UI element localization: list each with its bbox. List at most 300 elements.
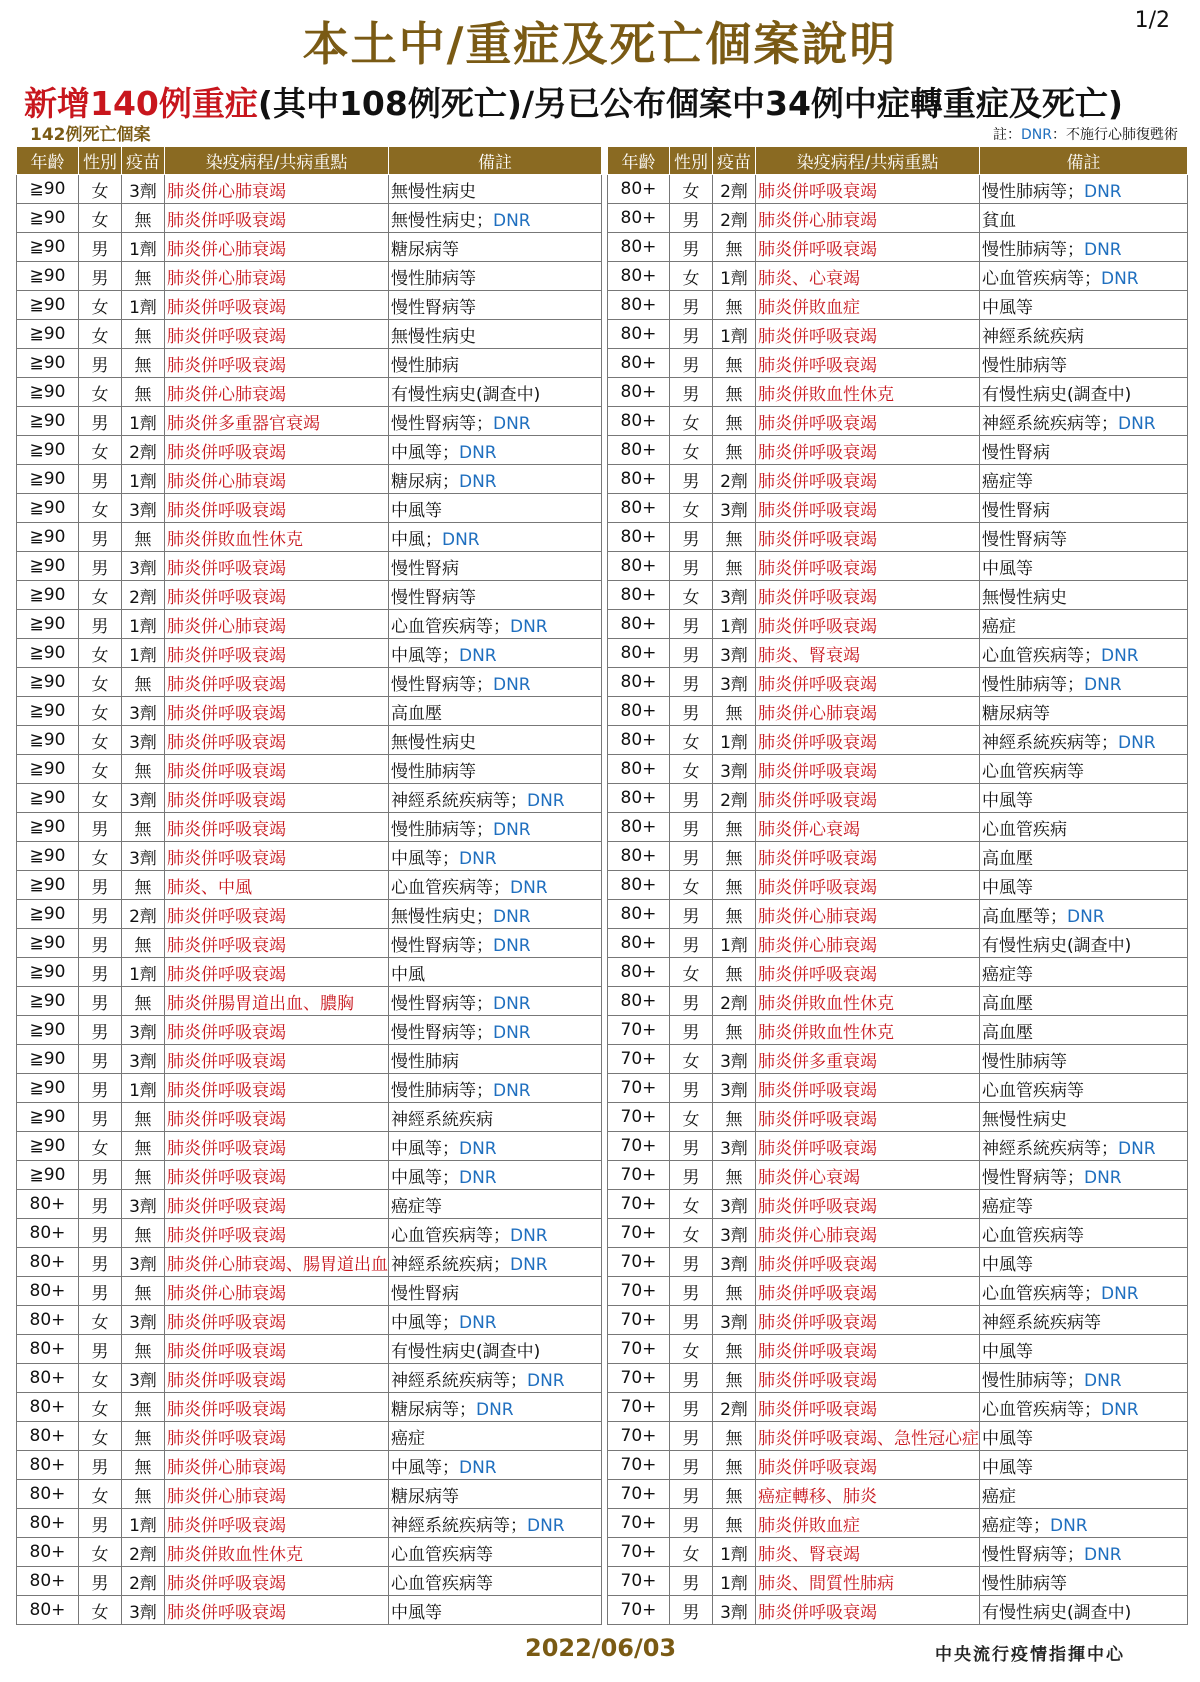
dnr-tag: DNR	[1084, 1370, 1122, 1391]
remarks-cell	[980, 1509, 1188, 1538]
remarks-cell	[980, 320, 1188, 349]
sex-cell: 女	[79, 291, 122, 320]
age-cell: ≧90	[17, 813, 79, 842]
course-cell: 肺炎、心衰竭	[756, 262, 980, 291]
remarks-text: 心血管疾病等；	[391, 616, 510, 637]
course-cell: 肺炎併敗血性休克	[756, 1016, 980, 1045]
table-row	[608, 1132, 1188, 1161]
table-row	[608, 900, 1188, 929]
remarks-text: 中風等；	[391, 1312, 459, 1333]
remarks-cell	[980, 958, 1188, 987]
remarks-text: 中風等	[982, 1254, 1033, 1275]
sex-cell: 男	[670, 1393, 713, 1422]
remarks-text: 心血管疾病等	[391, 1544, 493, 1565]
table-row	[608, 1045, 1188, 1074]
table-row	[608, 755, 1188, 784]
course-cell: 肺炎併心肺衰竭	[756, 900, 980, 929]
course-cell: 肺炎併呼吸衰竭	[165, 204, 389, 233]
sex-cell: 男	[79, 233, 122, 262]
vaccine-cell: 1劑	[122, 465, 165, 494]
sex-cell: 男	[670, 1074, 713, 1103]
course-cell: 肺炎、中風	[165, 871, 389, 900]
remarks-text: 神經系統疾病等；	[391, 1515, 527, 1536]
course-cell: 肺炎併敗血性休克	[756, 987, 980, 1016]
vaccine-cell: 無	[122, 349, 165, 378]
vaccine-cell: 無	[713, 1016, 756, 1045]
sex-cell: 女	[670, 1335, 713, 1364]
dnr-tag: DNR	[1084, 674, 1122, 695]
sex-cell: 女	[79, 436, 122, 465]
remarks-text: 神經系統疾病；	[391, 1254, 510, 1275]
dnr-tag: DNR	[527, 790, 565, 811]
dnr-tag: DNR	[510, 1254, 548, 1275]
table-row	[17, 900, 602, 929]
remarks-cell	[980, 552, 1188, 581]
vaccine-cell: 1劑	[713, 262, 756, 291]
sex-cell: 女	[79, 494, 122, 523]
vaccine-cell: 2劑	[713, 204, 756, 233]
age-cell: 80+	[608, 204, 670, 233]
course-cell: 肺炎併呼吸衰竭	[165, 494, 389, 523]
table-row	[17, 697, 602, 726]
remarks-cell	[389, 1364, 602, 1393]
age-cell: 80+	[17, 1306, 79, 1335]
vaccine-cell: 無	[122, 1393, 165, 1422]
remarks-cell	[980, 378, 1188, 407]
sex-cell: 男	[670, 349, 713, 378]
course-cell: 肺炎併腸胃道出血、膿胸	[165, 987, 389, 1016]
course-cell: 肺炎併呼吸衰竭	[756, 726, 980, 755]
death-count-label: 142例死亡個案	[30, 125, 151, 145]
table-header-row	[608, 147, 1188, 175]
sex-cell: 男	[79, 1219, 122, 1248]
remarks-cell	[389, 1132, 602, 1161]
age-cell: ≧90	[17, 842, 79, 871]
dnr-tag: DNR	[527, 1370, 565, 1391]
age-cell: ≧90	[17, 552, 79, 581]
age-cell: 80+	[608, 523, 670, 552]
table-row	[17, 175, 602, 204]
sex-cell: 男	[79, 871, 122, 900]
vaccine-cell: 2劑	[122, 900, 165, 929]
remarks-cell	[980, 465, 1188, 494]
vaccine-cell: 1劑	[713, 320, 756, 349]
age-cell: 80+	[608, 291, 670, 320]
remarks-cell	[389, 523, 602, 552]
remarks-text: 慢性腎病	[391, 1283, 459, 1304]
remarks-text: 糖尿病等；	[391, 1399, 476, 1420]
remarks-cell	[980, 1132, 1188, 1161]
course-cell: 肺炎併心衰竭	[756, 1161, 980, 1190]
course-cell: 肺炎併呼吸衰竭	[165, 1190, 389, 1219]
vaccine-cell: 無	[713, 871, 756, 900]
remarks-text: 癌症等	[982, 471, 1033, 492]
remarks-cell	[980, 1393, 1188, 1422]
table-row	[608, 262, 1188, 291]
remarks-cell	[980, 175, 1188, 204]
sex-cell: 男	[670, 320, 713, 349]
dnr-tag: DNR	[510, 616, 548, 637]
remarks-text: 中風等	[982, 558, 1033, 579]
dnr-tag: DNR	[1084, 181, 1122, 202]
course-cell: 肺炎併呼吸衰竭	[165, 1074, 389, 1103]
table-row	[17, 204, 602, 233]
sex-cell: 女	[79, 1596, 122, 1625]
age-cell: 80+	[608, 668, 670, 697]
vaccine-cell: 1劑	[713, 610, 756, 639]
vaccine-cell: 3劑	[713, 1074, 756, 1103]
remarks-cell	[980, 900, 1188, 929]
remarks-cell	[389, 1335, 602, 1364]
age-cell: 70+	[608, 1567, 670, 1596]
course-cell: 肺炎併呼吸衰竭	[165, 320, 389, 349]
age-cell: 80+	[608, 175, 670, 204]
table-row	[17, 1190, 602, 1219]
sex-cell: 女	[79, 697, 122, 726]
table-row	[608, 1074, 1188, 1103]
remarks-text: 神經系統疾病等	[982, 1312, 1101, 1333]
sex-cell: 男	[79, 1335, 122, 1364]
remarks-text: 神經系統疾病等；	[982, 413, 1118, 434]
page-number: 1/2	[1134, 8, 1170, 33]
subtitle-rest: (其中108例死亡)/另已公布個案中34例中症轉重症及死亡)	[257, 84, 1123, 123]
remarks-cell	[389, 813, 602, 842]
sex-cell: 女	[670, 871, 713, 900]
course-cell: 肺炎併呼吸衰竭	[165, 958, 389, 987]
vaccine-cell: 3劑	[713, 1045, 756, 1074]
remarks-cell	[980, 1335, 1188, 1364]
table-row	[608, 1422, 1188, 1451]
dnr-tag: DNR	[459, 1167, 497, 1188]
sex-cell: 男	[670, 1016, 713, 1045]
sex-cell: 男	[79, 1248, 122, 1277]
remarks-text: 心血管疾病等	[982, 1080, 1084, 1101]
age-cell: ≧90	[17, 668, 79, 697]
remarks-text: 無慢性病史；	[391, 210, 493, 231]
sex-cell: 女	[79, 668, 122, 697]
remarks-text: 有慢性病史(調查中)	[982, 1602, 1132, 1623]
vaccine-cell: 3劑	[122, 726, 165, 755]
dnr-tag: DNR	[459, 848, 497, 869]
sex-cell: 女	[79, 1538, 122, 1567]
dnr-tag: DNR	[1118, 732, 1156, 753]
table-row	[17, 1567, 602, 1596]
table-row	[17, 1103, 602, 1132]
remarks-cell	[389, 1277, 602, 1306]
age-cell: 80+	[17, 1364, 79, 1393]
vaccine-cell: 無	[713, 1103, 756, 1132]
remarks-text: 有慢性病史(調查中)	[391, 1341, 541, 1362]
sex-cell: 男	[670, 639, 713, 668]
remarks-cell	[980, 1248, 1188, 1277]
age-cell: 80+	[17, 1190, 79, 1219]
age-cell: 70+	[608, 1016, 670, 1045]
sex-cell: 男	[79, 523, 122, 552]
sex-cell: 女	[670, 1190, 713, 1219]
remarks-cell	[980, 668, 1188, 697]
remarks-text: 慢性肺病等；	[982, 1370, 1084, 1391]
vaccine-cell: 3劑	[122, 1190, 165, 1219]
table-row	[17, 436, 602, 465]
table-row	[608, 842, 1188, 871]
remarks-text: 心血管疾病等；	[982, 1283, 1101, 1304]
age-cell: ≧90	[17, 349, 79, 378]
table-row	[17, 349, 602, 378]
sex-cell: 女	[79, 1364, 122, 1393]
table-row	[17, 1422, 602, 1451]
sex-cell: 男	[670, 813, 713, 842]
vaccine-cell: 無	[713, 697, 756, 726]
age-cell: 70+	[608, 1103, 670, 1132]
course-cell: 肺炎併呼吸衰竭	[756, 958, 980, 987]
sex-cell: 男	[79, 813, 122, 842]
dnr-tag: DNR	[442, 529, 480, 550]
age-cell: ≧90	[17, 958, 79, 987]
remarks-cell	[980, 813, 1188, 842]
course-cell: 肺炎併呼吸衰竭	[165, 1103, 389, 1132]
age-cell: ≧90	[17, 291, 79, 320]
remarks-text: 慢性腎病等	[982, 529, 1067, 550]
remarks-cell	[389, 1190, 602, 1219]
remarks-text: 慢性肺病等；	[982, 181, 1084, 202]
remarks-text: 慢性肺病	[391, 1051, 459, 1072]
remarks-cell	[389, 1567, 602, 1596]
remarks-cell	[389, 610, 602, 639]
age-cell: 80+	[17, 1422, 79, 1451]
note-prefix: 註：	[993, 127, 1022, 143]
table-row	[17, 1509, 602, 1538]
remarks-text: 無慢性病史	[982, 1109, 1067, 1130]
table-row	[17, 1393, 602, 1422]
course-cell: 肺炎併呼吸衰竭	[756, 175, 980, 204]
sex-cell: 男	[79, 987, 122, 1016]
table-row	[608, 1335, 1188, 1364]
table-row	[17, 1538, 602, 1567]
age-cell: 70+	[608, 1219, 670, 1248]
remarks-cell	[980, 1103, 1188, 1132]
course-cell: 肺炎併呼吸衰竭	[165, 755, 389, 784]
remarks-cell	[389, 407, 602, 436]
remarks-text: 慢性肺病等	[982, 1051, 1067, 1072]
remarks-cell	[980, 1538, 1188, 1567]
course-cell: 肺炎併呼吸衰竭	[165, 668, 389, 697]
remarks-cell	[389, 1538, 602, 1567]
remarks-cell	[389, 842, 602, 871]
vaccine-cell: 3劑	[122, 1596, 165, 1625]
age-cell: 80+	[17, 1567, 79, 1596]
remarks-cell	[980, 349, 1188, 378]
remarks-cell	[389, 958, 602, 987]
dnr-tag: DNR	[1101, 268, 1139, 289]
course-cell: 肺炎併多重器官衰竭	[165, 407, 389, 436]
dnr-tag: DNR	[476, 1399, 514, 1420]
remarks-cell	[389, 552, 602, 581]
remarks-cell	[389, 204, 602, 233]
table-row	[17, 1161, 602, 1190]
vaccine-cell: 3劑	[122, 1364, 165, 1393]
remarks-cell	[389, 1074, 602, 1103]
remarks-cell	[980, 1045, 1188, 1074]
remarks-text: 中風	[391, 964, 425, 985]
remarks-cell	[389, 436, 602, 465]
remarks-text: 中風等；	[391, 1167, 459, 1188]
course-cell: 肺炎併心肺衰竭	[756, 697, 980, 726]
vaccine-cell: 無	[122, 204, 165, 233]
table-row	[608, 436, 1188, 465]
table-row	[608, 581, 1188, 610]
age-cell: 70+	[608, 1132, 670, 1161]
course-cell: 肺炎併呼吸衰竭	[165, 1364, 389, 1393]
age-cell: 80+	[17, 1509, 79, 1538]
course-cell: 肺炎併敗血症	[756, 291, 980, 320]
remarks-cell	[980, 1306, 1188, 1335]
course-cell: 肺炎併心肺衰竭	[165, 1480, 389, 1509]
age-cell: ≧90	[17, 755, 79, 784]
table-row	[608, 726, 1188, 755]
sex-cell: 男	[670, 291, 713, 320]
sex-cell: 男	[670, 929, 713, 958]
table-row	[17, 755, 602, 784]
vaccine-cell: 3劑	[713, 668, 756, 697]
remarks-cell	[980, 494, 1188, 523]
remarks-text: 慢性肺病等；	[982, 674, 1084, 695]
dnr-note	[993, 124, 1178, 144]
vaccine-cell: 無	[122, 1161, 165, 1190]
remarks-cell	[980, 755, 1188, 784]
vaccine-cell: 1劑	[122, 610, 165, 639]
dnr-tag: DNR	[1101, 645, 1139, 666]
header-remarks: 備註	[389, 147, 602, 175]
vaccine-cell: 無	[122, 320, 165, 349]
remarks-text: 高血壓	[982, 1022, 1033, 1043]
vaccine-cell: 1劑	[713, 726, 756, 755]
remarks-cell	[980, 726, 1188, 755]
vaccine-cell: 無	[122, 668, 165, 697]
course-cell: 肺炎併心肺衰竭	[756, 929, 980, 958]
dnr-tag: DNR	[493, 210, 531, 231]
vaccine-cell: 無	[713, 1364, 756, 1393]
table-row	[608, 494, 1188, 523]
age-cell: 70+	[608, 1509, 670, 1538]
sex-cell: 女	[670, 1219, 713, 1248]
age-cell: 70+	[608, 1364, 670, 1393]
age-cell: ≧90	[17, 378, 79, 407]
age-cell: ≧90	[17, 726, 79, 755]
dnr-tag: DNR	[1084, 1544, 1122, 1565]
table-row	[608, 1248, 1188, 1277]
remarks-text: 慢性肺病等	[391, 268, 476, 289]
course-cell: 肺炎併呼吸衰竭	[756, 1393, 980, 1422]
table-row	[17, 1045, 602, 1074]
sex-cell: 女	[670, 581, 713, 610]
course-cell: 肺炎併敗血症	[756, 1509, 980, 1538]
age-cell: 80+	[608, 842, 670, 871]
sex-cell: 女	[79, 320, 122, 349]
age-cell: 80+	[608, 436, 670, 465]
table-row	[608, 987, 1188, 1016]
table-row	[608, 349, 1188, 378]
remarks-cell	[980, 1364, 1188, 1393]
table-row	[608, 465, 1188, 494]
vaccine-cell: 無	[713, 436, 756, 465]
dnr-tag: DNR	[493, 1022, 531, 1043]
remarks-cell	[980, 1567, 1188, 1596]
course-cell: 肺炎併呼吸衰竭	[165, 436, 389, 465]
remarks-cell	[389, 726, 602, 755]
remarks-cell	[980, 1480, 1188, 1509]
table-row	[608, 813, 1188, 842]
vaccine-cell: 無	[713, 407, 756, 436]
age-cell: 70+	[608, 1393, 670, 1422]
course-cell: 肺炎併呼吸衰竭	[756, 581, 980, 610]
age-cell: 70+	[608, 1422, 670, 1451]
remarks-text: 高血壓	[982, 848, 1033, 869]
course-cell: 肺炎併心肺衰竭	[165, 378, 389, 407]
table-row	[17, 1335, 602, 1364]
course-cell: 肺炎併呼吸衰竭	[756, 436, 980, 465]
vaccine-cell: 2劑	[122, 1538, 165, 1567]
vaccine-cell: 2劑	[122, 581, 165, 610]
vaccine-cell: 3劑	[713, 581, 756, 610]
course-cell: 肺炎併心肺衰竭	[756, 204, 980, 233]
course-cell: 肺炎併敗血性休克	[165, 1538, 389, 1567]
sex-cell: 女	[79, 1480, 122, 1509]
sex-cell: 男	[79, 1451, 122, 1480]
dnr-tag: DNR	[1101, 1283, 1139, 1304]
sex-cell: 男	[670, 1451, 713, 1480]
vaccine-cell: 3劑	[122, 1016, 165, 1045]
age-cell: 80+	[608, 726, 670, 755]
table-row	[608, 1306, 1188, 1335]
course-cell: 肺炎併呼吸衰竭	[165, 1219, 389, 1248]
age-cell: ≧90	[17, 436, 79, 465]
table-row	[608, 1538, 1188, 1567]
table-row	[17, 1074, 602, 1103]
vaccine-cell: 3劑	[122, 1306, 165, 1335]
sex-cell: 男	[670, 1480, 713, 1509]
table-row	[608, 233, 1188, 262]
subtitle-highlight: 新增140例重症	[24, 84, 258, 123]
remarks-text: 慢性肺病等；	[982, 239, 1084, 260]
remarks-text: 心血管疾病等	[982, 761, 1084, 782]
remarks-text: 糖尿病等	[391, 239, 459, 260]
dnr-tag: DNR	[1118, 1138, 1156, 1159]
table-row	[17, 1277, 602, 1306]
age-cell: ≧90	[17, 784, 79, 813]
remarks-text: 慢性肺病等	[982, 355, 1067, 376]
course-cell: 肺炎併呼吸衰竭	[756, 1596, 980, 1625]
sex-cell: 男	[79, 1074, 122, 1103]
table-row	[608, 291, 1188, 320]
table-row	[17, 668, 602, 697]
remarks-cell	[389, 1045, 602, 1074]
vaccine-cell: 3劑	[122, 784, 165, 813]
remarks-text: 中風等	[982, 1341, 1033, 1362]
vaccine-cell: 無	[713, 523, 756, 552]
sex-cell: 女	[79, 378, 122, 407]
table-row	[608, 1480, 1188, 1509]
remarks-text: 中風；	[391, 529, 442, 550]
age-cell: ≧90	[17, 1016, 79, 1045]
table-row	[17, 320, 602, 349]
remarks-cell	[389, 1596, 602, 1625]
remarks-text: 慢性腎病	[982, 500, 1050, 521]
dnr-tag: DNR	[510, 1225, 548, 1246]
remarks-text: 無慢性病史	[391, 732, 476, 753]
remarks-text: 無慢性病史	[391, 181, 476, 202]
vaccine-cell: 無	[122, 262, 165, 291]
sex-cell: 女	[670, 1045, 713, 1074]
